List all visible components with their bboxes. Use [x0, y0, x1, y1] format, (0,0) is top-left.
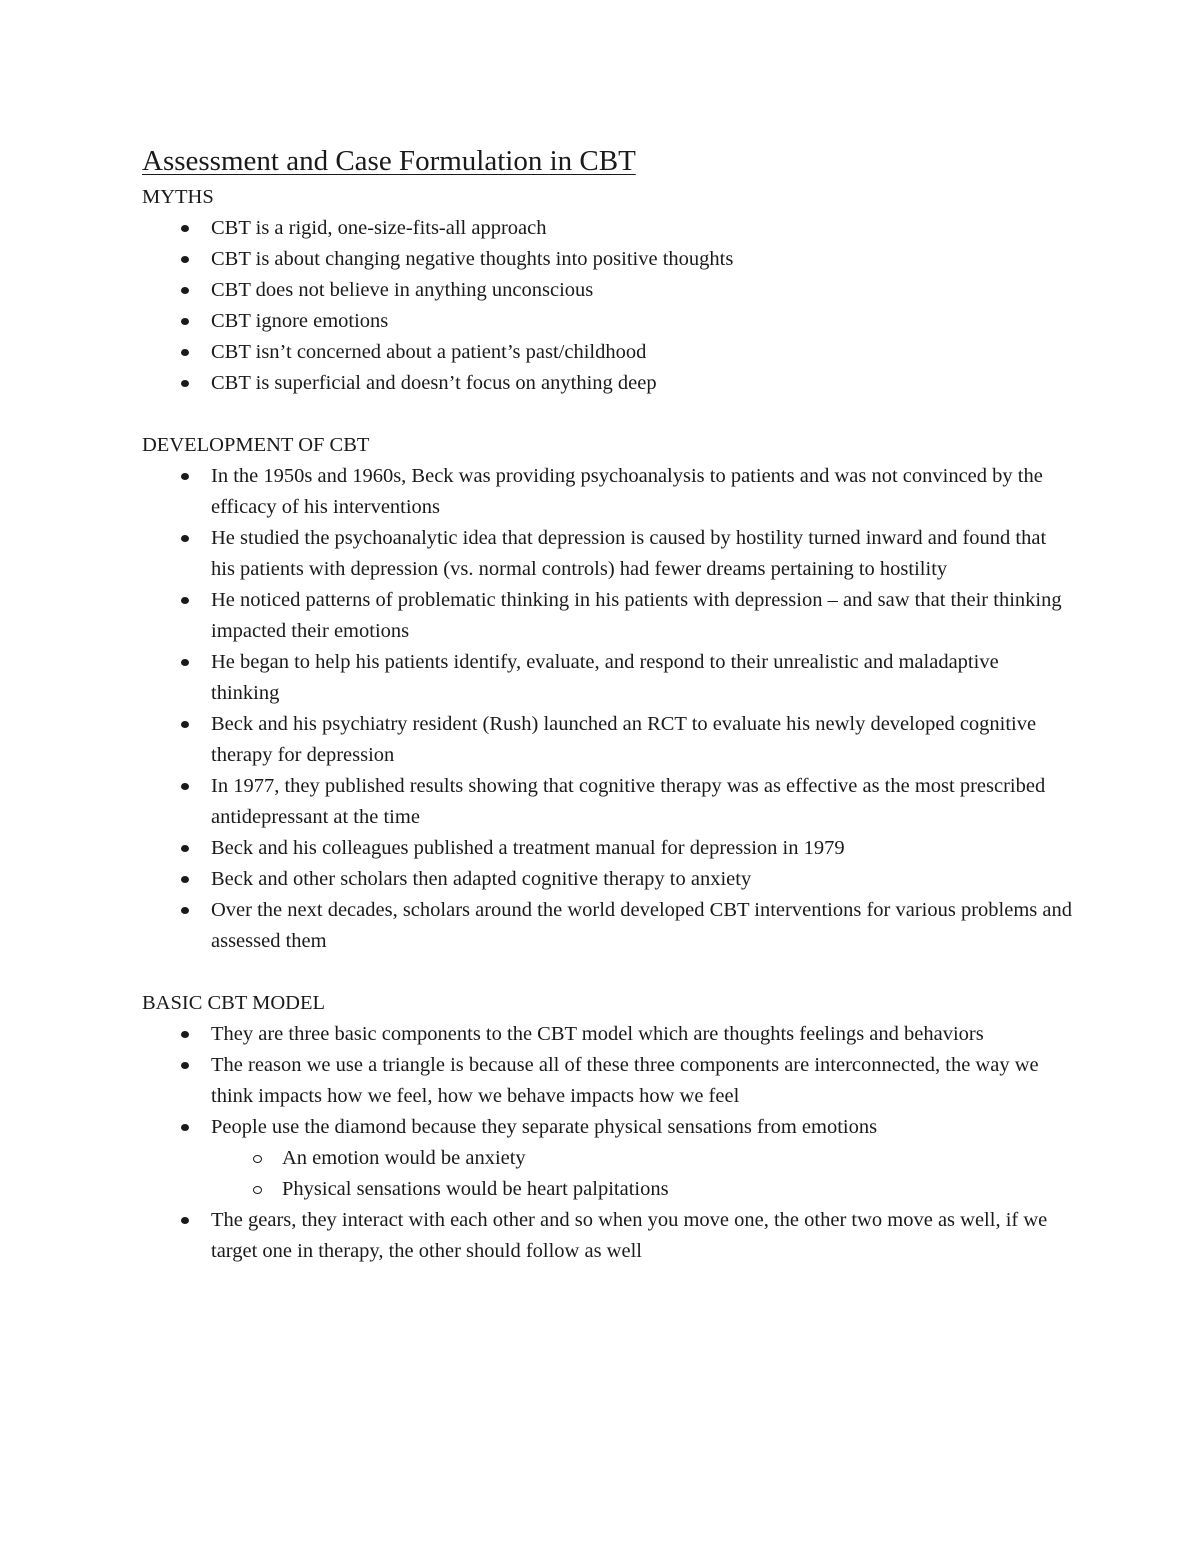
- section-basic-model: [142, 988, 1072, 1267]
- list-item: [142, 1112, 1072, 1205]
- bullet-icon: [181, 349, 189, 356]
- bullet-icon: [181, 1031, 189, 1038]
- list-item-text: In the 1950s and 1960s, Beck was providing psychoanalysis to patients and was not convinced by the efficacy of his interventions: [211, 465, 1043, 518]
- list-item: [142, 585, 1072, 647]
- list-item: [142, 833, 1072, 864]
- bullet-list: [142, 213, 1072, 399]
- sub-list-item: [211, 1143, 1072, 1174]
- document-title: Assessment and Case Formulation in CBT: [142, 145, 636, 177]
- hollow-bullet-icon: [253, 1155, 262, 1163]
- list-item-text: CBT ignore emotions: [211, 310, 389, 332]
- bullet-icon: [181, 721, 189, 728]
- list-item: [142, 1205, 1072, 1267]
- sub-list-item-text: An emotion would be anxiety: [282, 1147, 526, 1169]
- list-item-text: Beck and his psychiatry resident (Rush) launched an RCT to evaluate his newly developed cognitive therapy for depression: [211, 713, 1037, 766]
- list-item: [142, 771, 1072, 833]
- list-item: [142, 895, 1072, 957]
- bullet-icon: [181, 535, 189, 542]
- list-item: [142, 461, 1072, 523]
- sub-bullet-list: [211, 1143, 1072, 1205]
- list-item: [142, 1050, 1072, 1112]
- list-item-text: The reason we use a triangle is because all of these three components are interconnected, the way we think impacts how we feel, how we behave impacts how we feel: [211, 1054, 1039, 1107]
- list-item-text: CBT is about changing negative thoughts into positive thoughts: [211, 248, 734, 270]
- list-item: [142, 244, 1072, 275]
- bullet-list: [142, 1019, 1072, 1267]
- bullet-icon: [181, 1217, 189, 1224]
- list-item: [142, 1019, 1072, 1050]
- hollow-bullet-icon: [253, 1186, 262, 1194]
- bullet-icon: [181, 1124, 189, 1131]
- section-heading: DEVELOPMENT OF CBT: [142, 434, 370, 456]
- document-page: [142, 140, 1072, 1267]
- bullet-icon: [181, 287, 189, 294]
- list-item: [142, 275, 1072, 306]
- list-item-text: He noticed patterns of problematic thinking in his patients with depression – and saw that their thinking impacted their emotions: [211, 589, 1062, 642]
- bullet-icon: [181, 783, 189, 790]
- list-item: [142, 523, 1072, 585]
- list-item-text: He began to help his patients identify, evaluate, and respond to their unrealistic and maladaptive thinking: [211, 651, 999, 704]
- section-spacer: [142, 957, 1072, 988]
- list-item: [142, 647, 1072, 709]
- bullet-icon: [181, 907, 189, 914]
- list-item: [142, 337, 1072, 368]
- bullet-icon: [181, 380, 189, 387]
- bullet-icon: [181, 473, 189, 480]
- list-item-text: In 1977, they published results showing that cognitive therapy was as effective as the most prescribed antidepressant at the time: [211, 775, 1046, 828]
- list-item: [142, 368, 1072, 399]
- section-myths: [142, 182, 1072, 399]
- list-item-text: They are three basic components to the CBT model which are thoughts feelings and behaviors: [211, 1023, 984, 1045]
- list-item-text: Over the next decades, scholars around the world developed CBT interventions for various problems and assessed them: [211, 899, 1072, 952]
- list-item-text: Beck and other scholars then adapted cognitive therapy to anxiety: [211, 868, 752, 890]
- section-heading: BASIC CBT MODEL: [142, 992, 326, 1014]
- bullet-icon: [181, 845, 189, 852]
- sub-list-item-text: Physical sensations would be heart palpitations: [282, 1178, 669, 1200]
- list-item-text: CBT is a rigid, one-size-fits-all approach: [211, 217, 547, 239]
- bullet-icon: [181, 876, 189, 883]
- list-item-text: He studied the psychoanalytic idea that depression is caused by hostility turned inward and found that his patients with depression (vs. normal controls) had fewer dreams pertaining to hostility: [211, 527, 1047, 580]
- bullet-icon: [181, 1062, 189, 1069]
- list-item: [142, 213, 1072, 244]
- list-item: [142, 306, 1072, 337]
- list-item-text: CBT does not believe in anything unconscious: [211, 279, 594, 301]
- bullet-icon: [181, 318, 189, 325]
- bullet-icon: [181, 597, 189, 604]
- section-development: [142, 430, 1072, 957]
- section-spacer: [142, 399, 1072, 430]
- list-item: [142, 864, 1072, 895]
- bullet-icon: [181, 225, 189, 232]
- list-item: [142, 709, 1072, 771]
- list-item-text: CBT isn’t concerned about a patient’s past/childhood: [211, 341, 647, 363]
- bullet-icon: [181, 659, 189, 666]
- list-item-text: CBT is superficial and doesn’t focus on anything deep: [211, 372, 657, 394]
- bullet-list: [142, 461, 1072, 957]
- list-item-text: People use the diamond because they separate physical sensations from emotions: [211, 1116, 878, 1138]
- sub-list-item: [211, 1174, 1072, 1205]
- bullet-icon: [181, 256, 189, 263]
- list-item-text: Beck and his colleagues published a treatment manual for depression in 1979: [211, 837, 845, 859]
- list-item-text: The gears, they interact with each other and so when you move one, the other two move as well, if we target one in therapy, the other should follow as well: [211, 1209, 1048, 1262]
- section-heading: MYTHS: [142, 186, 214, 208]
